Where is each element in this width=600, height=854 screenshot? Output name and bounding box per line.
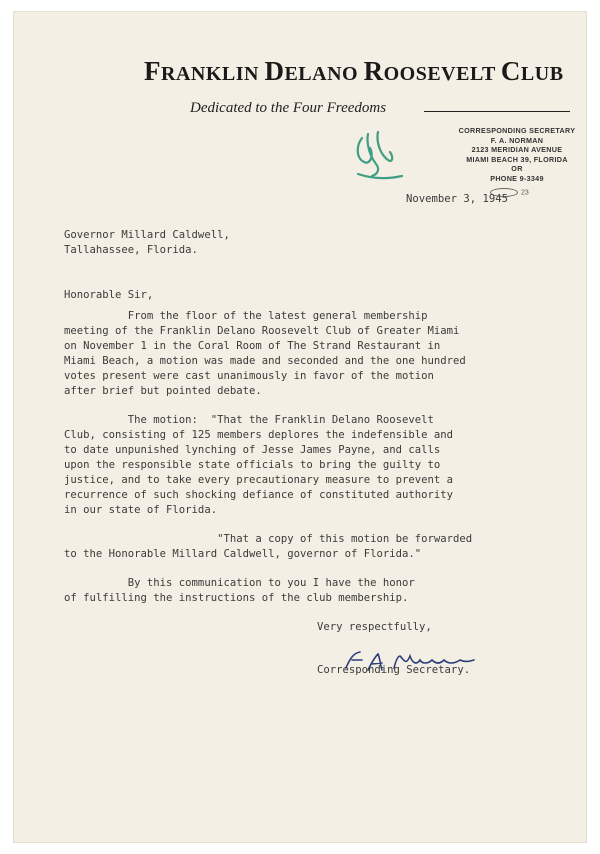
signer-title: Corresponding Secretary.: [317, 664, 471, 676]
complimentary-close: Very respectfully,: [317, 621, 432, 633]
body-line: justice, and to take every precautionary measure to prevent a: [64, 474, 454, 486]
body-line: in our state of Florida.: [64, 504, 218, 516]
body-line: after brief but pointed debate.: [64, 385, 262, 397]
correspondence-line: 2123 MERIDIAN AVENUE: [471, 145, 563, 155]
recipient-line: Governor Millard Caldwell,: [64, 229, 230, 241]
correspondence-line: CORRESPONDING SECRETARY: [458, 126, 576, 135]
green-initials-stamp-icon: [348, 124, 408, 186]
correspondence-line: F. A. NORMAN: [490, 135, 544, 145]
club-name-part: LUB: [520, 63, 564, 85]
body-line: Club, consisting of 125 members deplores the indefensible and: [64, 429, 454, 441]
body-line: to the Honorable Millard Caldwell, governor of Florida.": [64, 548, 422, 560]
club-name-part: RANKLIN: [161, 63, 265, 85]
union-label-number: 23: [521, 189, 529, 197]
club-name-initial: R: [363, 56, 384, 86]
body-line: votes present were cast unanimously in favor of the motion: [64, 370, 434, 382]
recipient-line: Tallahassee, Florida.: [64, 244, 198, 256]
body-line: The motion: "That the Franklin Delano Roosevelt: [64, 414, 434, 426]
letterhead-rule: [424, 111, 570, 112]
club-name-initial: C: [500, 56, 521, 86]
club-name-heading: [144, 56, 564, 87]
body-line: on November 1 in the Coral Room of The Strand Restaurant in: [64, 340, 441, 352]
club-name-initial: F: [144, 56, 161, 86]
correspondence-block: [444, 126, 590, 184]
correspondence-line: OR: [511, 164, 523, 174]
body-line: recurrence of such shocking defiance of constituted authority: [64, 489, 454, 501]
body-line: "That a copy of this motion be forwarded: [64, 533, 473, 545]
body-line: From the floor of the latest general membership: [64, 310, 428, 322]
correspondence-line: MIAMI BEACH 39, FLORIDA: [466, 154, 568, 164]
club-name-initial: D: [264, 56, 285, 86]
body-line: of fulfilling the instructions of the club membership.: [64, 592, 409, 604]
correspondence-line: PHONE 9-3349: [490, 173, 544, 183]
body-line: to date unpunished lynching of Jesse James Payne, and calls: [64, 444, 441, 456]
body-line: meeting of the Franklin Delano Roosevelt Club of Greater Miami: [64, 325, 460, 337]
club-name-part: ELANO: [284, 63, 364, 85]
body-line: Miami Beach, a motion was made and seconded and the one hundred: [64, 355, 466, 367]
club-name-part: OOSEVELT: [383, 63, 501, 85]
letter-sheet: [14, 12, 586, 842]
body-line: By this communication to you I have the honor: [64, 577, 415, 589]
salutation: Honorable Sir,: [64, 289, 154, 301]
body-line: upon the responsible state officials to bring the guilty to: [64, 459, 441, 471]
letter-date: November 3, 1945: [406, 193, 509, 205]
club-tagline: Dedicated to the Four Freedoms: [190, 100, 387, 116]
